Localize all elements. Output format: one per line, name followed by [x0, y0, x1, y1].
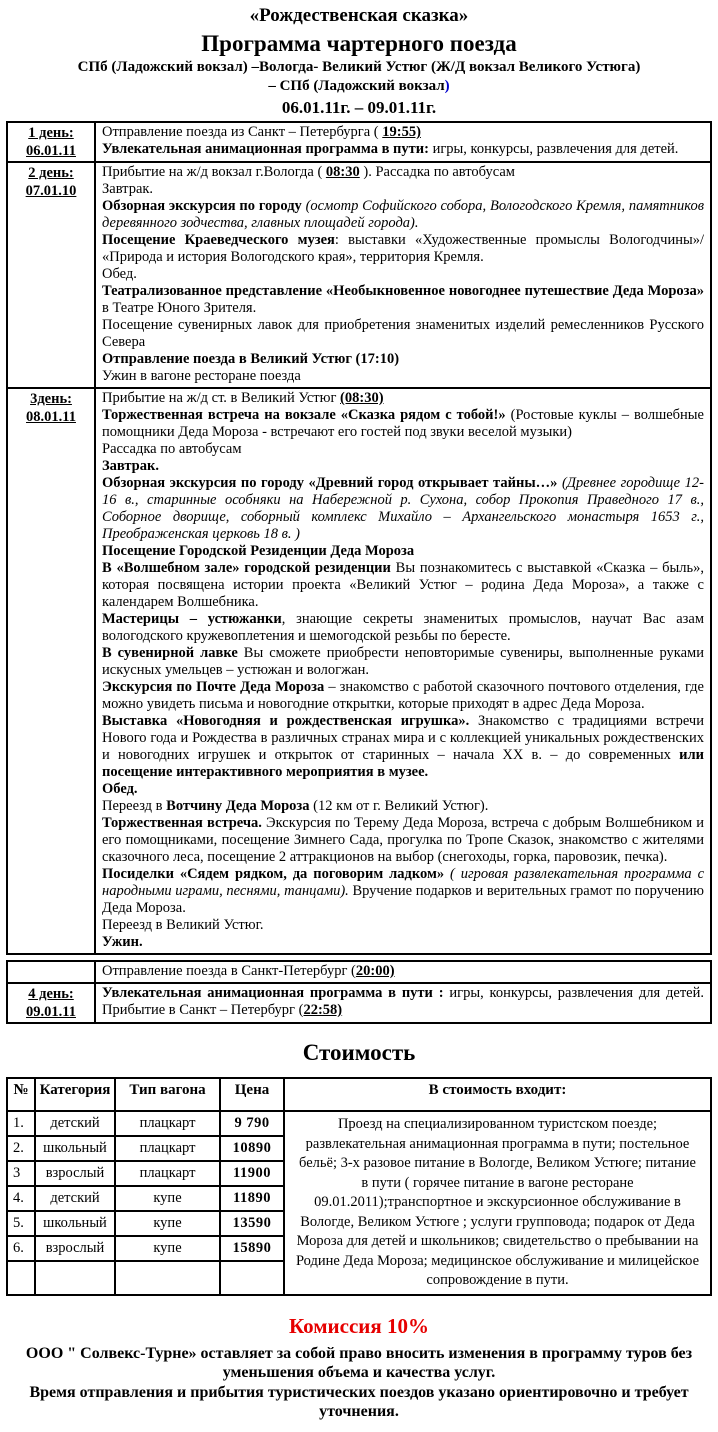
price-column-header: № [7, 1078, 35, 1111]
route-line-2-text: – СПб (Ладожский вокзал [268, 78, 445, 94]
price-row [7, 1111, 711, 1136]
program-row [7, 122, 711, 162]
price-column-header: Тип вагона [115, 1078, 220, 1111]
program-row [7, 983, 711, 1023]
day-cell [7, 961, 95, 983]
rights-note: ООО " Солвекс-Турне» оставляет за собой право вносить изменения в программу туров без уменьшения объема и качества услуг. [25, 1344, 693, 1381]
program-row [7, 388, 711, 954]
program-content-cell [95, 388, 711, 954]
route-line-1: СПб (Ладожский вокзал) –Вологда- Великий Устюг (Ж/Д вокзал Великого Устюга) [77, 59, 641, 75]
text-segment: Отправление поезда в Санкт-Петербург ( [102, 963, 356, 979]
dates-line: 06.01.11г. – 09.01.11г. [281, 98, 437, 117]
text-segment: Экскурсия по Терему Деда Мороза, встреча с добрым Волшебником и его помощниками, посещение Зимнего Сада, прогулка по Тропе Сказок, знакомство с жителями сказочного леса, посещение 2 аттракционов на выбор (снегоходы, горка, паровозик, печка). [102, 815, 704, 865]
price-cell-prc: 11890 [220, 1186, 284, 1211]
price-cell-cat: взрослый [35, 1161, 115, 1186]
program-row [7, 162, 711, 388]
price-cell-wag: плацкарт [115, 1161, 220, 1186]
price-empty-cell [35, 1261, 115, 1294]
price-cell-wag: купе [115, 1236, 220, 1261]
text-segment: Вы познакомитесь с выставкой «Сказка – быль», которая посвящена истории проекта «Великий Устюг – родина Деда Мороза», а также с календарем Волшебника. [102, 560, 704, 610]
day-cell [7, 983, 95, 1023]
text-segment: Обзорная экскурсия по городу «Древний город открывает тайны…» [102, 475, 558, 491]
text-segment: ( игровая развлекательная программа с народными играми, песнями, танцами). [102, 866, 705, 899]
program-paragraph [102, 458, 704, 475]
price-empty-cell [7, 1261, 35, 1294]
text-segment: Обзорная экскурсия по городу [102, 198, 306, 214]
price-cell-wag: плацкарт [115, 1111, 220, 1136]
text-segment: 20:00) [355, 963, 395, 979]
day-label: 09.01.11 [26, 1004, 76, 1020]
text-segment: Выставка «Новогодняя и рождественская игрушка». [102, 713, 470, 729]
program-paragraph [102, 124, 704, 141]
program-paragraph [102, 351, 704, 368]
price-cell-num: 6. [7, 1236, 35, 1261]
text-segment: В «Волшебном зале» городской резиденции [102, 560, 391, 576]
program-paragraph [102, 164, 704, 181]
program-paragraph [102, 441, 704, 458]
program-paragraph [102, 645, 704, 679]
price-cell-prc: 9 790 [220, 1111, 284, 1136]
price-cell-wag: плацкарт [115, 1136, 220, 1161]
price-column-header: В стоимость входит: [284, 1078, 711, 1111]
text-segment: ). Рассадка по автобусам [359, 164, 515, 180]
program-paragraph [102, 317, 704, 351]
text-segment: Вручение подарков и верительных грамот по поручению Деда Мороза. [102, 883, 704, 916]
program-paragraph [102, 368, 704, 385]
text-segment: Торжественная встреча на вокзале «Сказка рядом с тобой!» [102, 407, 506, 423]
document-footer [6, 1313, 712, 1422]
program-paragraph [102, 963, 704, 980]
day-label: 1 день: [28, 125, 74, 141]
program-paragraph [102, 475, 704, 543]
price-cell-prc: 13590 [220, 1211, 284, 1236]
text-segment: (12 км от г. Великий Устюг). [309, 798, 489, 814]
text-segment: Посиделки «Сядем рядком, да поговорим ладком» [102, 866, 445, 882]
text-segment: Ужин. [102, 934, 143, 950]
price-cell-cat: школьный [35, 1136, 115, 1161]
program-paragraph [102, 560, 704, 611]
doc-subtitle: Программа чартерного поезда [201, 31, 517, 56]
program-paragraph [102, 232, 704, 266]
price-empty-cell [115, 1261, 220, 1294]
text-segment: Вотчину Деда Мороза [166, 798, 310, 814]
price-cell-wag: купе [115, 1211, 220, 1236]
text-segment: Посещение сувенирных лавок для приобретения знаменитых изделий ремесленников Русского Севера [102, 317, 704, 350]
day-label: 2 день: [28, 165, 74, 181]
price-column-header: Цена [220, 1078, 284, 1111]
price-cell-wag: купе [115, 1186, 220, 1211]
text-segment: Экскурсия по Почте Деда Мороза [102, 679, 325, 695]
text-segment: 22:58) [303, 1002, 343, 1018]
price-table [6, 1077, 712, 1296]
program-paragraph [102, 866, 704, 917]
text-segment: Посещение Городской Резиденции Деда Мороза [102, 543, 415, 559]
text-segment: Торжественная встреча. [102, 815, 262, 831]
text-segment: Рассадка по автобусам [102, 441, 242, 457]
program-paragraph [102, 181, 704, 198]
price-cell-num: 5. [7, 1211, 35, 1236]
text-segment: Переезд в Великий Устюг. [102, 917, 264, 933]
route-line-2-paren: ) [444, 78, 450, 94]
text-segment: Увлекательная анимационная программа в пути : [102, 985, 444, 1001]
route-line-2 [6, 77, 712, 96]
program-content-cell [95, 983, 711, 1023]
text-segment: Ужин в вагоне ресторане поезда [102, 368, 301, 384]
commission-note: Комиссия 10% [288, 1313, 430, 1338]
text-segment: в Театре Юного Зрителя. [102, 300, 257, 316]
text-segment: (08:30) [340, 390, 384, 406]
day-cell [7, 162, 95, 388]
program-content-cell [95, 961, 711, 983]
program-table-main [6, 121, 712, 955]
text-segment: Отправление поезда из Санкт – Петербурга ( [102, 124, 383, 140]
price-cell-num: 4. [7, 1186, 35, 1211]
text-segment: Обед. [102, 266, 137, 282]
text-segment: (осмотр Софийского собора, Вологодского Кремля, памятников деревянного зодчества, главных площадей города). [102, 198, 704, 231]
doc-title: «Рождественская сказка» [249, 5, 469, 26]
price-cell-cat: детский [35, 1186, 115, 1211]
price-header-row [7, 1078, 711, 1111]
program-row [7, 961, 711, 983]
text-segment: Обед. [102, 781, 138, 797]
program-paragraph [102, 198, 704, 232]
schedule-note: Время отправления и прибытия туристических поездов указано ориентировочно и требует уточнения. [29, 1383, 689, 1420]
price-cell-cat: школьный [35, 1211, 115, 1236]
program-paragraph [102, 713, 704, 781]
price-cell-cat: детский [35, 1111, 115, 1136]
text-segment: Мастерицы – устюжанки [102, 611, 282, 627]
program-paragraph [102, 917, 704, 934]
price-column-header: Категория [35, 1078, 115, 1111]
price-includes-cell: Проезд на специализированном туристском поезде; развлекательная анимационная программа в пути; постельное бельё; 3-х разовое питание в Вологде, Великом Устюге; питание в пути ( горячее питание в вагоне ресторане 09.01.2011);транспортное и экскурсионное обслуживание в Вологде, Великом Устюге ; услуги групповода; подарок от Деда Мороза для детей и школьников; свидетельство о пребывании на Родине Деда Мороза; медицинское обслуживание и милицейское сопровождение в пути. [284, 1111, 711, 1295]
day-label: 3день: [30, 391, 72, 407]
program-paragraph [102, 934, 704, 951]
program-paragraph [102, 266, 704, 283]
program-paragraph [102, 679, 704, 713]
document-header [6, 4, 712, 118]
cost-section-title: Стоимость [302, 1040, 416, 1065]
price-cell-num: 3 [7, 1161, 35, 1186]
text-segment: игры, конкурсы, развлечения для детей. [428, 141, 679, 157]
program-content-cell [95, 162, 711, 388]
text-segment: (Ростовые куклы – волшебные помощники Деда Мороза - встречают его гостей под звуки веселой музыки) [102, 407, 704, 440]
text-segment: (Древнее городище 12-16 в., старинные особняки на Набережной р. Сухона, собор Прокопия Праведного 17 в., Соборное дворище, соборный комплекс Михайло – Архангельского монастыря 1653 г., Преображенская церковь 18 в. ) [102, 475, 704, 542]
text-segment: Театрализованное представление «Необыкновенное новогоднее путешествие Деда Мороза» [102, 283, 704, 299]
text-segment: Завтрак. [102, 458, 159, 474]
text-segment: В сувенирной лавке [102, 645, 238, 661]
price-cell-num: 1. [7, 1111, 35, 1136]
day-label: 06.01.11 [26, 143, 76, 159]
text-segment: Знакомство с традициями встречи Нового года и Рождества в различных странах мира и с коллекцией уникальных рождественских и новогодних игрушек и открыток от старинных – начала XX в. – до современных [102, 713, 704, 763]
program-paragraph [102, 283, 704, 317]
program-paragraph [102, 407, 704, 441]
text-segment: Отправление поезда в Великий Устюг (17:10) [102, 351, 400, 367]
price-cell-cat: взрослый [35, 1236, 115, 1261]
text-segment: Посещение Краеведческого музея [102, 232, 335, 248]
text-segment: , знающие секреты знаменитых промыслов, научат Вас азам вологодского кружевоплетения и шемогодской резьбы по бересте. [102, 611, 704, 644]
program-paragraph [102, 815, 704, 866]
program-content-cell [95, 122, 711, 162]
price-cell-prc: 15890 [220, 1236, 284, 1261]
program-paragraph [102, 141, 704, 158]
text-segment: 19:55) [382, 124, 421, 140]
day-label: 07.01.10 [25, 183, 77, 199]
program-paragraph [102, 611, 704, 645]
price-cell-prc: 11900 [220, 1161, 284, 1186]
price-empty-cell [220, 1261, 284, 1294]
price-cell-prc: 10890 [220, 1136, 284, 1161]
text-segment: Вы сможете приобрести неповторимые сувениры, выполненные руками искусных умельцев – устюжан и вологжан. [102, 645, 704, 678]
day-cell [7, 122, 95, 162]
text-segment: Увлекательная анимационная программа в пути: [102, 141, 429, 157]
text-segment: Прибытие на ж/д ст. в Великий Устюг [102, 390, 341, 406]
text-segment: : выставки «Художественные промыслы Вологодчины»/ «Природа и история Вологодского края», территория Кремля. [102, 232, 705, 265]
price-cell-num: 2. [7, 1136, 35, 1161]
day-cell [7, 388, 95, 954]
program-paragraph [102, 543, 704, 560]
text-segment: Завтрак. [102, 181, 154, 197]
program-paragraph [102, 390, 704, 407]
text-segment: или посещение интерактивного мероприятия в музее. [102, 747, 704, 780]
day-label: 08.01.11 [26, 409, 76, 425]
text-segment: Переезд в [102, 798, 167, 814]
program-table-continuation [6, 960, 712, 1024]
text-segment: Прибытие на ж/д вокзал г.Вологда ( [102, 164, 326, 180]
text-segment: 08:30 [325, 164, 360, 180]
program-paragraph [102, 781, 704, 798]
day-label: 4 день: [28, 986, 74, 1002]
text-segment: – знакомство с работой сказочного почтового отделения, где можно увидеть письма и новогодние открытки, которые приходят в адрес Деда Мороза. [102, 679, 704, 712]
program-paragraph [102, 985, 704, 1019]
program-paragraph [102, 798, 704, 815]
text-segment: игры, конкурсы, развлечения для детей. Прибытие в Санкт – Петербург ( [102, 985, 704, 1018]
